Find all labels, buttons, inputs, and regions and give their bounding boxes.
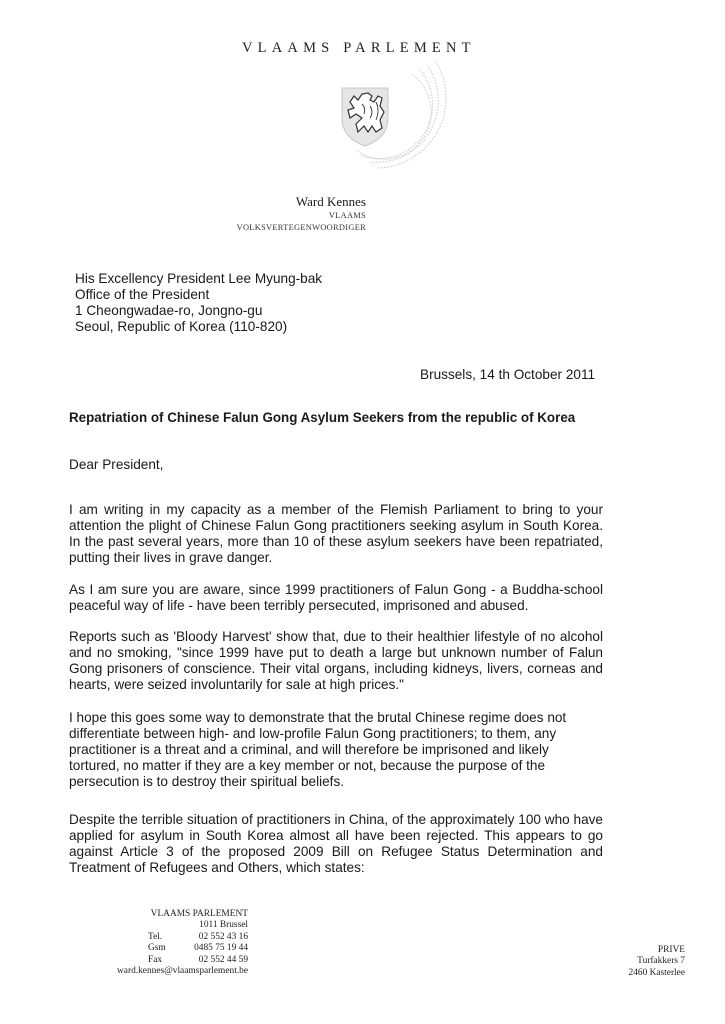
gsm-number: 0485 75 19 44 (194, 943, 248, 954)
recipient-address (75, 271, 322, 335)
gsm-label: Gsm (148, 943, 166, 954)
private-label: PRIVE (657, 945, 685, 955)
office-tel-row (90, 932, 248, 943)
sender-title-line2: VOLKSVERTEGENWOORDIGER (236, 223, 366, 232)
office-contact-block (90, 909, 248, 977)
recipient-line: Seoul, Republic of Korea (110-820) (75, 319, 288, 334)
recipient-line: His Excellency President Lee Myung-bak (75, 271, 323, 286)
body-paragraph: I am writing in my capacity as a member of the Flemish Parliament to bring to your attention the plight of Chinese Falun Gong practitioners seeking asylum in South Korea. In the past several years, more than 10 of these asylum seekers have been repatriated, putting their lives in grave danger. (69, 502, 603, 565)
body-paragraph: I hope this goes some way to demonstrate that the brutal Chinese regime does not differentiate between high- and low-profile Falun Gong practitioners; to them, any practitioner is a threat and a criminal, and will therefore be imprisoned and likely tortured, no matter if they are a key member or not, because the purpose of the persecution is to destroy their spiritual beliefs. (69, 710, 567, 789)
body-paragraph: Reports such as 'Bloody Harvest' show that, due to their healthier lifestyle of no alcohol and no smoking, "since 1999 have put to death a large but unknown number of Falun Gong prisoners of conscience. Their vital organs, including kidneys, livers, corneas and hearts, were seized involuntarily for sale at high prices." (69, 629, 603, 692)
letter-subject: Repatriation of Chinese Falun Gong Asylum Seekers from the republic of Korea (69, 410, 576, 425)
fax-label: Fax (148, 954, 163, 965)
organization-title: VLAAMS PARLEMENT (242, 40, 476, 56)
private-address-block (580, 945, 685, 979)
office-city: 1011 Brussel (199, 920, 248, 931)
sender-block (200, 194, 366, 234)
office-fax-row (90, 955, 248, 966)
tel-label: Tel. (148, 931, 163, 942)
letter-date: Brussels, 14 th October 2011 (420, 367, 596, 382)
body-paragraph: As I am sure you are aware, since 1999 practitioners of Falun Gong - a Buddha-school peaceful way of life - have been terribly persecuted, imprisoned and abused. (69, 582, 603, 613)
private-city: 2460 Kasterlee (628, 967, 685, 978)
salutation: Dear President, (69, 457, 164, 472)
recipient-line: 1 Cheongwadae-ro, Jongno-gu (75, 303, 263, 318)
recipient-line: Office of the President (75, 287, 210, 302)
sender-title-line1: VLAAMS (328, 211, 366, 220)
office-email: ward.kennes@vlaamsparlement.be (117, 966, 248, 977)
sender-name: Ward Kennes (295, 194, 366, 209)
flemish-lion-crest-icon (318, 60, 458, 180)
office-organization: VLAAMS PARLEMENT (150, 909, 248, 919)
fax-number: 02 552 44 59 (198, 954, 248, 965)
office-gsm-row (90, 943, 248, 954)
private-street: Turfakkers 7 (637, 956, 685, 967)
body-paragraph: Despite the terrible situation of practitioners in China, of the approximately 100 who have applied for asylum in South Korea almost all have been rejected. This appears to go against Article 3 of the proposed 2009 Bill on Refugee Status Determination and Treatment of Refugees and Others, which states: (69, 812, 603, 875)
tel-number: 02 552 43 16 (198, 931, 248, 942)
